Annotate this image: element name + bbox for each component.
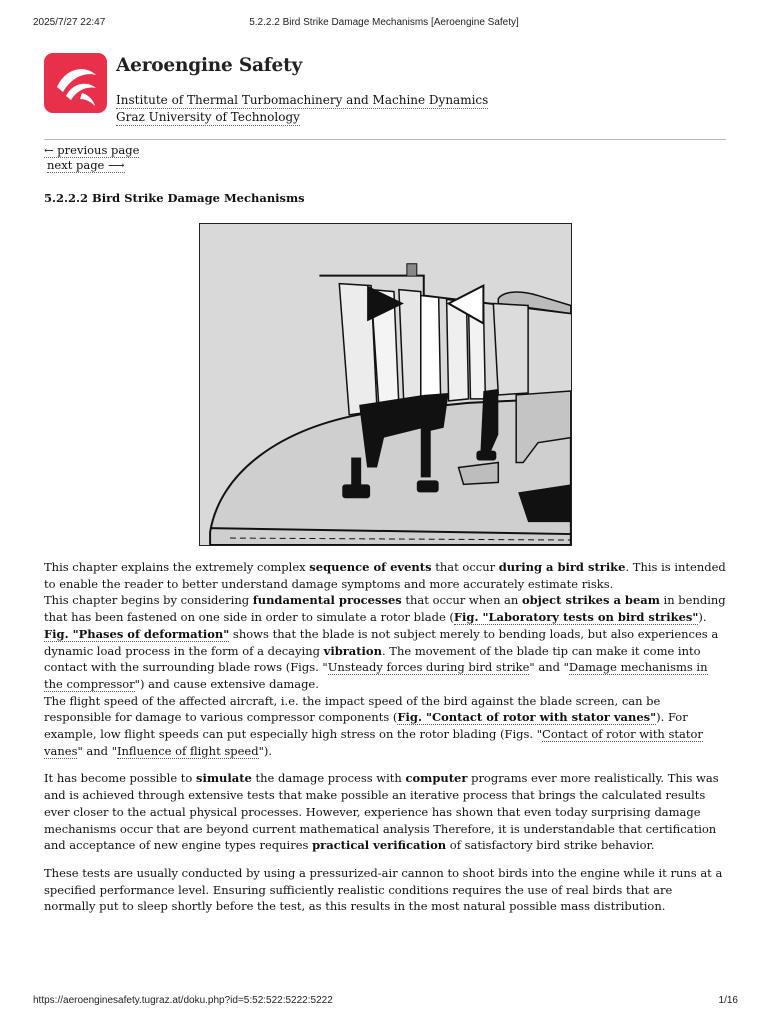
- fig-link-influence-flight-speed[interactable]: Influence of flight speed: [116, 743, 259, 758]
- next-page-nav: [47, 158, 125, 172]
- fig-link-damage-mechanisms[interactable]: Damage mechanisms in the compressor: [44, 660, 708, 691]
- article-body: [44, 559, 726, 926]
- print-page-number: 1/16: [718, 995, 738, 1006]
- university-link[interactable]: Graz University of Technology: [116, 110, 300, 124]
- compressor-figure: [199, 223, 572, 546]
- fig-link-contact-rotor-stator[interactable]: Contact of rotor with stator vanes: [44, 727, 703, 758]
- compressor-cross-section-drawing: [200, 224, 571, 545]
- fig-link-phases-of-deformation[interactable]: Fig. "Phases of deformation": [44, 626, 230, 641]
- header-divider: [44, 139, 726, 140]
- section-heading: 5.2.2.2 Bird Strike Damage Mechanisms: [44, 191, 305, 205]
- paragraph-simulation: It has become possible to simulate the damage process with computer programs ever more realistically. This was and is achieved through extensive tests that make possible an iterative process that brings the calculated results ever closer to the actual physical processes. However, experience has shown that even today surprising damage mechanisms occur that are beyond current mathematical analysis Therefore, it is understandable that certification and acceptance of new engine types requires practical verification of satisfactory bird strike behavior.: [44, 771, 719, 853]
- site-header: [44, 53, 726, 129]
- site-logo-icon[interactable]: [44, 53, 107, 113]
- next-page-link[interactable]: next page ⟶: [47, 158, 125, 172]
- print-footer: [0, 995, 768, 1009]
- print-header: [0, 17, 768, 31]
- paragraph-intro: This chapter explains the extremely complex sequence of events that occur during a bird strike. This is intended to enable the reader to better understand damage symptoms and more accurately estimate risks. This chapter begins by considering fundamental processes that occur when an object strikes a beam in bending that has been fastened on one side in order to simulate a rotor blade (Fig. "Laboratory tests on bird strikes"). Fig. "Phases of deformation" shows that the blade is not subject merely to bending loads, but also experiences a dynamic load process in the form of a decaying vibration. The movement of the blade tip can make it come into contact with the surrounding blade rows (Figs. "Unsteady forces during bird strike" and "Damage mechanisms in the compressor") and cause extensive damage. The flight speed of the affected aircraft, i.e. the impact speed of the bird against the blade screen, can be responsible for damage to various compressor components (Fig. "Contact of rotor with stator vanes"). For example, low flight speeds can put especially high stress on the rotor blading (Figs. "Contact of rotor with stator vanes" and "Influence of flight speed").: [44, 560, 726, 758]
- print-doc-title: 5.2.2.2 Bird Strike Damage Mechanisms [Aeroengine Safety]: [249, 17, 519, 28]
- print-datetime: 2025/7/27 22:47: [33, 17, 106, 28]
- paragraph-tests: These tests are usually conducted by using a pressurized-air cannon to shoot birds into the engine while it runs at a specified performance level. Ensuring sufficiently realistic conditions requires the use of real birds that are normally put to sleep shortly before the test, as this results in the most natural possible mass distribution.: [44, 865, 723, 914]
- print-url: https://aeroenginesafety.tugraz.at/doku.php?id=5:52:522:5222:5222: [33, 995, 333, 1006]
- fig-link-contact-rotor-stator-bold[interactable]: Fig. "Contact of rotor with stator vanes": [397, 710, 657, 725]
- previous-page-link[interactable]: ← previous page: [44, 143, 140, 157]
- institute-link[interactable]: Institute of Thermal Turbomachinery and Machine Dynamics: [116, 93, 489, 107]
- fig-link-laboratory-tests[interactable]: Fig. "Laboratory tests on bird strikes": [453, 610, 699, 625]
- fig-link-unsteady-forces[interactable]: Unsteady forces during bird strike: [327, 660, 530, 675]
- site-title[interactable]: Aeroengine Safety: [116, 55, 303, 76]
- previous-page-nav: [44, 143, 139, 157]
